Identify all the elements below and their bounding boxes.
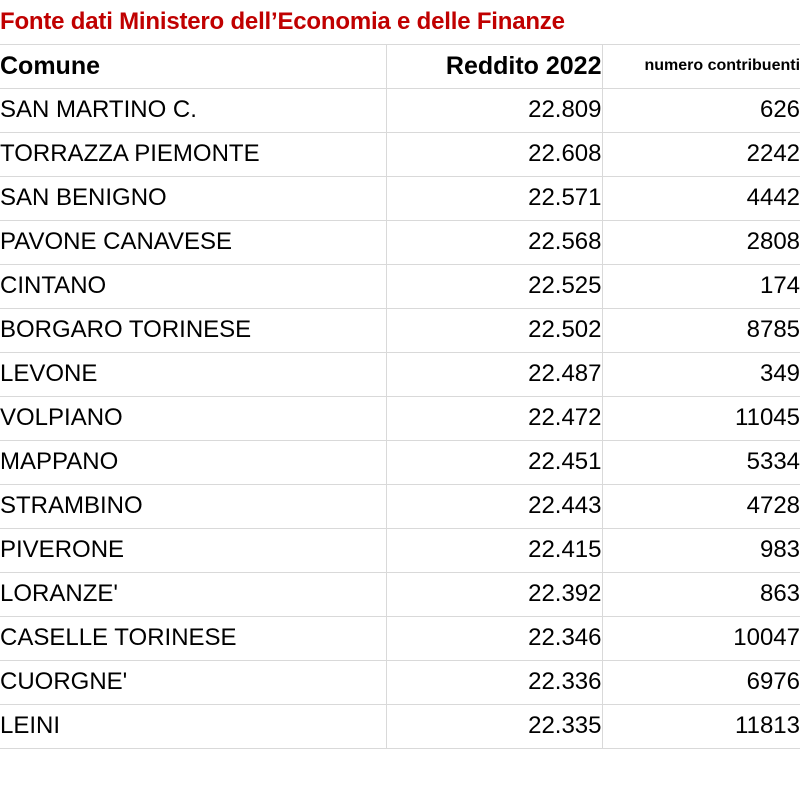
table-row — [0, 176, 800, 220]
cell-comune[interactable]: SAN BENIGNO — [0, 176, 386, 220]
cell-reddito[interactable]: 22.525 — [386, 264, 602, 308]
cell-contribuenti[interactable]: 174 — [602, 264, 800, 308]
cell-reddito[interactable]: 22.502 — [386, 308, 602, 352]
cell-comune[interactable]: VOLPIANO — [0, 396, 386, 440]
cell-comune[interactable]: BORGARO TORINESE — [0, 308, 386, 352]
table-row — [0, 88, 800, 132]
table-row — [0, 660, 800, 704]
cell-reddito[interactable]: 22.568 — [386, 220, 602, 264]
cell-comune[interactable]: SAN MARTINO C. — [0, 88, 386, 132]
cell-contribuenti[interactable]: 983 — [602, 528, 800, 572]
cell-contribuenti[interactable]: 11045 — [602, 396, 800, 440]
cell-contribuenti[interactable]: 6976 — [602, 660, 800, 704]
cell-reddito[interactable]: 22.335 — [386, 704, 602, 748]
table-row — [0, 572, 800, 616]
table-row — [0, 396, 800, 440]
cell-comune[interactable]: CASELLE TORINESE — [0, 616, 386, 660]
cell-contribuenti[interactable]: 349 — [602, 352, 800, 396]
cell-reddito[interactable]: 22.415 — [386, 528, 602, 572]
cell-reddito[interactable]: 22.608 — [386, 132, 602, 176]
source-title: Fonte dati Ministero dell’Economia e delle Finanze — [0, 0, 800, 44]
cell-comune[interactable]: LEVONE — [0, 352, 386, 396]
cell-comune[interactable]: TORRAZZA PIEMONTE — [0, 132, 386, 176]
cell-contribuenti[interactable]: 2808 — [602, 220, 800, 264]
table-row — [0, 616, 800, 660]
table-row — [0, 264, 800, 308]
cell-contribuenti[interactable]: 5334 — [602, 440, 800, 484]
cell-comune[interactable]: PAVONE CANAVESE — [0, 220, 386, 264]
cell-reddito[interactable]: 22.443 — [386, 484, 602, 528]
column-header-contribuenti[interactable]: numero contribuenti — [602, 44, 800, 88]
title-row — [0, 0, 800, 44]
column-header-comune[interactable]: Comune — [0, 44, 386, 88]
cell-contribuenti[interactable]: 863 — [602, 572, 800, 616]
cell-contribuenti[interactable]: 626 — [602, 88, 800, 132]
cell-reddito[interactable]: 22.571 — [386, 176, 602, 220]
cell-comune[interactable]: PIVERONE — [0, 528, 386, 572]
cell-contribuenti[interactable]: 2242 — [602, 132, 800, 176]
cell-contribuenti[interactable]: 4728 — [602, 484, 800, 528]
cell-comune[interactable]: LORANZE' — [0, 572, 386, 616]
cell-comune[interactable]: LEINI — [0, 704, 386, 748]
cell-contribuenti[interactable]: 8785 — [602, 308, 800, 352]
cell-contribuenti[interactable]: 4442 — [602, 176, 800, 220]
table-row — [0, 220, 800, 264]
cell-reddito[interactable]: 22.392 — [386, 572, 602, 616]
table-row — [0, 528, 800, 572]
cell-reddito[interactable]: 22.451 — [386, 440, 602, 484]
table-row — [0, 352, 800, 396]
cell-comune[interactable]: STRAMBINO — [0, 484, 386, 528]
table-row — [0, 440, 800, 484]
table-row — [0, 132, 800, 176]
cell-comune[interactable]: MAPPANO — [0, 440, 386, 484]
cell-contribuenti[interactable]: 10047 — [602, 616, 800, 660]
cell-reddito[interactable]: 22.487 — [386, 352, 602, 396]
cell-reddito[interactable]: 22.472 — [386, 396, 602, 440]
column-header-reddito[interactable]: Reddito 2022 — [386, 44, 602, 88]
cell-comune[interactable]: CINTANO — [0, 264, 386, 308]
cell-comune[interactable]: CUORGNE' — [0, 660, 386, 704]
cell-reddito[interactable]: 22.336 — [386, 660, 602, 704]
header-row — [0, 44, 800, 88]
table-row — [0, 704, 800, 748]
cell-contribuenti[interactable]: 11813 — [602, 704, 800, 748]
table-row — [0, 484, 800, 528]
cell-reddito[interactable]: 22.346 — [386, 616, 602, 660]
table-row — [0, 308, 800, 352]
cell-reddito[interactable]: 22.809 — [386, 88, 602, 132]
